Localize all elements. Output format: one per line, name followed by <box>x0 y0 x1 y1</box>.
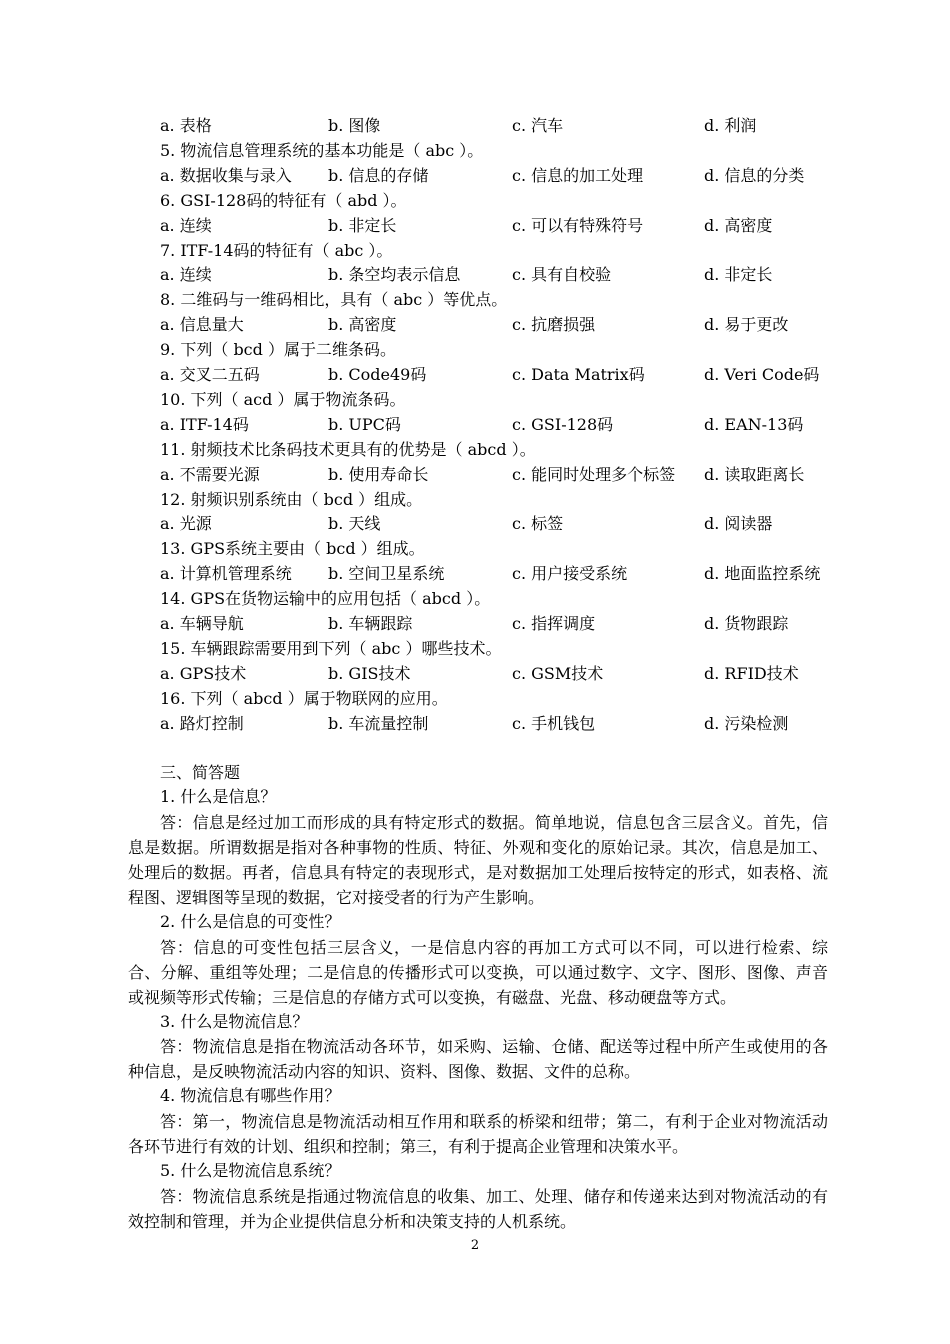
short-answer-text <box>128 1109 828 1159</box>
short-answer-text <box>128 1034 828 1084</box>
answer-paragraph: 答：信息是经过加工而形成的具有特定形式的数据。简单地说，信息包含三层含义。首先，信息是数据。所谓数据是指对各种事物的性质、特征、外观和变化的原始记录。其次，信息是加工、处理后的数据。再者，信息具有特定的表现形式，是对数据加工处理后按特定的形式，如表格、流程图、逻辑图等呈现的数据，它对接受者的行为产生影响。 <box>128 813 828 908</box>
question-option: b. 天线 <box>328 514 381 534</box>
question-stem: 15. 车辆跟踪需要用到下列（ abc ）哪些技术。 <box>160 638 502 658</box>
question-stem: 8. 二维码与一维码相比，具有（ abc ）等优点。 <box>160 290 508 310</box>
question-option: c. 标签 <box>512 514 564 534</box>
question-option: c. 可以有特殊符号 <box>512 215 644 235</box>
question-option: b. 空间卫星系统 <box>328 564 445 584</box>
question-option: d. Veri Code码 <box>704 365 820 384</box>
question-option: a. 路灯控制 <box>160 713 244 733</box>
question-stem: 6. GSI-128码的特征有（ abd ）。 <box>160 190 407 210</box>
question-option: b. 非定长 <box>328 215 397 235</box>
question-stem: 14. GPS在货物运输中的应用包括（ abcd ）。 <box>160 589 491 609</box>
question-option: d. 易于更改 <box>704 315 789 335</box>
question-option: b. GIS技术 <box>328 663 411 683</box>
question-option: a. 连续 <box>160 265 212 285</box>
question-option: b. Code49码 <box>328 365 427 384</box>
short-answer-question: 2. 什么是信息的可变性？ <box>160 911 341 931</box>
question-option: b. 车流量控制 <box>328 713 429 733</box>
question-option: b. 图像 <box>328 116 381 135</box>
short-answer-question: 4. 物流信息有哪些作用？ <box>160 1086 341 1106</box>
answer-paragraph: 答：信息的可变性包括三层含义，一是信息内容的再加工方式可以不同，可以进行检索、综合、分解、重组等处理；二是信息的传播形式可以变换，可以通过数字、文字、图形、图像、声音或视频等形式传输；三是信息的存储方式可以变换，有磁盘、光盘、移动硬盘等方式。 <box>128 937 828 1007</box>
answer-paragraph: 答：物流信息是指在物流活动各环节，如采购、运输、仓储、配送等过程中所产生或使用的各种信息，是反映物流活动内容的知识、资料、图像、数据、文件的总称。 <box>128 1037 828 1082</box>
question-option: a. 光源 <box>160 514 212 534</box>
short-answer-text <box>128 810 828 910</box>
question-option: b. 条空均表示信息 <box>328 265 461 285</box>
question-option: a. 数据收集与录入 <box>160 165 292 185</box>
question-option: a. 车辆导航 <box>160 614 244 633</box>
question-option: b. 高密度 <box>328 315 397 335</box>
question-option: b. 使用寿命长 <box>328 464 429 484</box>
question-option: c. 具有自校验 <box>512 265 612 285</box>
question-option: a. 连续 <box>160 215 212 235</box>
question-option: a. 信息量大 <box>160 315 244 335</box>
question-option: d. 污染检测 <box>704 713 789 733</box>
short-answer-question: 3. 什么是物流信息？ <box>160 1011 309 1031</box>
question-stem: 9. 下列（ bcd ）属于二维条码。 <box>160 340 396 360</box>
question-stem: 11. 射频技术比条码技术更具有的优势是（ abcd ）。 <box>160 439 536 459</box>
question-stem: 16. 下列（ abcd ）属于物联网的应用。 <box>160 688 448 708</box>
short-answer-text <box>128 1184 828 1234</box>
question-option: b. 信息的存储 <box>328 165 429 185</box>
question-stem: 13. GPS系统主要由（ bcd ）组成。 <box>160 539 425 559</box>
question-option: c. 指挥调度 <box>512 614 596 633</box>
short-answer-question: 1. 什么是信息？ <box>160 787 277 807</box>
question-option: a. GPS技术 <box>160 663 247 683</box>
question-option: c. 能同时处理多个标签 <box>512 464 676 484</box>
question-option: a. 交叉二五码 <box>160 365 260 384</box>
section-title: 三、简答题 <box>160 762 241 782</box>
question-option: c. GSI-128码 <box>512 414 614 434</box>
question-option: d. 阅读器 <box>704 514 773 534</box>
question-option: c. 信息的加工处理 <box>512 165 644 185</box>
question-option: c. 用户接受系统 <box>512 564 628 584</box>
question-option: b. UPC码 <box>328 414 401 434</box>
question-option: a. 表格 <box>160 116 212 135</box>
question-option: c. Data Matrix码 <box>512 365 645 384</box>
answer-paragraph: 答：物流信息系统是指通过物流信息的收集、加工、处理、储存和传递来达到对物流活动的有效控制和管理，并为企业提供信息分析和决策支持的人机系统。 <box>128 1186 828 1231</box>
question-option: c. 手机钱包 <box>512 713 596 733</box>
question-option: d. 信息的分类 <box>704 165 805 185</box>
question-option: d. 地面监控系统 <box>704 564 821 584</box>
question-stem: 5. 物流信息管理系统的基本功能是（ abc ）。 <box>160 140 484 160</box>
question-option: b. 车辆跟踪 <box>328 614 413 633</box>
question-option: d. 读取距离长 <box>704 464 805 484</box>
question-stem: 7. ITF-14码的特征有（ abc ）。 <box>160 240 393 260</box>
short-answer-question: 5. 什么是物流信息系统？ <box>160 1160 341 1180</box>
question-stem: 12. 射频识别系统由（ bcd ）组成。 <box>160 489 423 509</box>
short-answer-text <box>128 935 828 1010</box>
question-stem: 10. 下列（ acd ）属于物流条码。 <box>160 389 406 409</box>
question-option: d. EAN-13码 <box>704 414 804 434</box>
question-option: a. 计算机管理系统 <box>160 564 292 584</box>
question-option: d. 非定长 <box>704 265 773 285</box>
question-option: c. GSM技术 <box>512 663 604 683</box>
question-option: d. RFID技术 <box>704 663 799 683</box>
page-number: 2 <box>470 1238 480 1253</box>
answer-paragraph: 答：第一，物流信息是物流活动相互作用和联系的桥梁和纽带；第二，有利于企业对物流活动各环节进行有效的计划、组织和控制；第三，有利于提高企业管理和决策水平。 <box>128 1112 828 1157</box>
question-option: d. 货物跟踪 <box>704 614 789 633</box>
question-option: c. 抗磨损强 <box>512 315 596 335</box>
question-option: d. 高密度 <box>704 215 773 235</box>
question-option: a. 不需要光源 <box>160 464 260 484</box>
question-option: d. 利润 <box>704 116 757 135</box>
question-option: c. 汽车 <box>512 116 564 135</box>
question-option: a. ITF-14码 <box>160 414 249 434</box>
